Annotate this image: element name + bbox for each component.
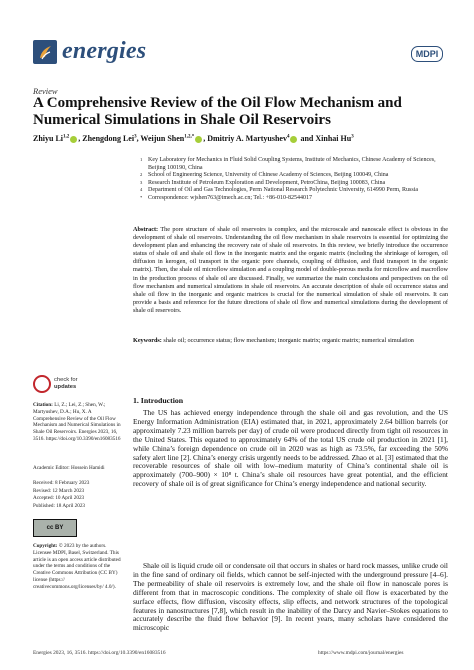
keywords (133, 337, 448, 345)
correspondence-text[interactable]: Correspondence: wjshen763@imech.ac.cn; Tel.: +86-010-82544017 (148, 194, 313, 201)
author-name[interactable]: Zhengdong Lei (82, 134, 135, 143)
citation-block (33, 402, 123, 443)
affiliation-item (140, 172, 450, 180)
check-for-updates-button[interactable] (54, 377, 78, 391)
footer-journal-link[interactable]: https://www.mdpi.com/journal/energies (318, 650, 404, 656)
cc-by-license-badge[interactable]: cc BY (33, 519, 77, 537)
revised-date: Revised: 12 March 2023 (33, 487, 85, 494)
article-type: Review (33, 86, 58, 96)
affiliation-item (140, 157, 450, 172)
affiliation-text: Key Laboratory for Mechanics in Fluid Solid Coupling Systems, Institute of Mechanics, Chinese Academy of Sciences, Beijing 100190, China (148, 157, 436, 171)
keywords-label: Keywords: (133, 337, 162, 344)
journal-name[interactable]: energies (62, 38, 147, 64)
check-updates-line1: check for (54, 377, 78, 383)
orcid-icon[interactable] (290, 136, 297, 143)
author-name[interactable]: Zhiyu Li (33, 134, 64, 143)
author-name[interactable]: Weijun Shen (140, 134, 185, 143)
section-heading-introduction: 1. Introduction (133, 396, 184, 405)
affiliation-text: Department of Oil and Gas Technologies, Perm National Research Polytechnic University, 614990 Perm, Russia (148, 187, 419, 194)
affiliation-item (140, 187, 450, 195)
affiliations (140, 157, 450, 203)
academic-editor: Academic Editor: Hossein Hamidi (33, 465, 105, 471)
footer-citation[interactable]: Energies 2023, 16, 3516. https://doi.org/10.3390/en16083516 (33, 650, 166, 656)
published-date: Published: 18 April 2023 (33, 502, 86, 509)
affiliation-text: School of Engineering Science, University of Chinese Academy of Sciences, Beijing 100049, China (148, 172, 389, 179)
affiliation-number: 3 (140, 179, 143, 185)
copyright-text: © 2023 by the authors. Licensee MDPI, Basel, Switzerland. This article is an open access article distributed under the terms and conditions of the Creative Commons Attribution (CC BY) license (https:// creativecommons.org/licenses/by/ 4.0/). (33, 543, 121, 590)
affiliation-number: 4 (140, 187, 143, 193)
author-list: Zhiyu Li$^{1,2}$ , Zhengdong Lei$^3$, Weijun Shen$^{1,2,*}$ , Dmitriy A. Martyushev$^4$ and Xinhai Hu$^3$ (33, 134, 354, 143)
abstract (133, 226, 448, 315)
abstract-label: Abstract: (133, 226, 159, 233)
accepted-date: Accepted: 10 April 2023 (33, 495, 85, 502)
orcid-icon[interactable] (70, 136, 77, 143)
author-sup: 1,2,* (184, 134, 195, 140)
received-date: Received: 8 February 2023 (33, 480, 90, 486)
author-name[interactable]: Xinhai Hu (315, 134, 352, 143)
citation-text[interactable]: Li, Z.; Lei, Z.; Shen, W.; Martyushev, D.A.; Hu, X. A Comprehensive Review of the Oil Flow Mechanism and Numerical Simulations in Shale Oil Reservoirs. Energies 2023, 16, 3516. https://doi.org/10.3390/en16083516 (33, 402, 121, 442)
mdpi-logo[interactable]: MDPI (411, 46, 443, 62)
abstract-text: The pore structure of shale oil reservoirs is complex, and the microscale and nanoscale effect is obvious in the development of shale oil reservoirs. Understanding the oil flow mechanism in shale reservoirs is essential for optimizing the development plan and enhancing the recovery rate of shale oil reservoirs. In this review, we briefly introduce the occurrence status of shale oil and shale oil flow in the inorganic matrix and the organic matrix (including the shrinkage of kerogen, oil diffusion in kerogen, oil transport in the organic pore channels, coupling of diffusion, and fluid transport in the organic matrix). Then, the shale oil microflow simulation and a coupling model of double-porous media for microflow and macroflow in the production process of shale oil are discussed. Finally, we summarize the main conclusions and perspectives on the oil flow mechanism and numerical simulations in shale oil reservoirs. An accurate description of shale oil occurrence status and shale oil flow in the inorganic and organic matrices is crucial for the numerical simulation of shale oil reservoirs. It can provide a basis and reference for the future directions of shale oil flow and numerical simulations during the development of shale oil reservoirs. (133, 226, 449, 314)
keywords-text: shale oil; occurrence status; flow mechanism; inorganic matrix; organic matrix; numerical simulation (163, 337, 414, 344)
author-sup: 1,2 (63, 134, 70, 140)
citation-label: Citation: (33, 402, 53, 408)
affiliation-number: 2 (140, 172, 143, 178)
orcid-icon[interactable] (195, 136, 202, 143)
publication-dates (33, 480, 123, 510)
author-sup: 3 (351, 134, 354, 140)
author-name[interactable]: Dmitriy A. Martyushev (207, 134, 287, 143)
check-for-updates-icon[interactable] (33, 375, 51, 393)
affiliation-number: * (140, 194, 143, 200)
intro-paragraph-1: The US has achieved energy independence through the shale oil and gas revolution, and the US Energy Information Administration (EIA) estimated that, in 2021, approximately 2.64 billion barrels (or approximately 7.23 million barrels per day) of crude oil were produced directly from tight oil resources in the United States. This equated to approximately 64% of the total US crude oil production in 2021 [1], while China’s foreign dependence on crude oil in 2020 was as high as 73.5%, far exceeding the 50% safety alert line [2]. China’s energy crisis urgently needs to be addressed. Zhao et al. [3] estimated that the recoverable resources of shale oil with low–medium maturity of China’s continental shale oil is approximately (700–900) × 10⁸ t. China’s shale oil resources have great potential, and the efficient recovery of shale oil is of great significance for China’s energy independence and national security. (133, 408, 448, 489)
author-sup: 3 (134, 134, 137, 140)
affiliation-number: 1 (140, 157, 143, 162)
correspondence (140, 195, 450, 203)
journal-logo-icon (33, 40, 57, 64)
article-title: A Comprehensive Review of the Oil Flow Mechanism and Numerical Simulations in Shale Oil Reservoirs (33, 95, 402, 128)
check-updates-line2: updates (54, 384, 77, 390)
author-sup: 4 (286, 134, 290, 140)
intro-paragraph-2: Shale oil is liquid crude oil or condensate oil that occurs in shales or hard rock masses, unlike crude oil in the fine sand of ordinary oil fields, which cannot be self-injected with the underground pressure [4–6]. The permeability of shale oil reservoirs is extremely low, and the shale oil flow in nanoscale pores is different from that in macroscopic conditions. The complexity of shale oil flow is exacerbated by the surface effects, flow diffusion, viscosity effects, slip effects, and network structures of the topological features in nanostructures [7,8], which result in the inability of the Darcy and Navier–Stokes equations to accurately describe the fluid flow behavior [9]. In recent years, many scholars have considered the microscopic (133, 561, 448, 633)
copyright-label: Copyright: (33, 543, 58, 549)
copyright-block (33, 543, 123, 591)
affiliation-text: Research Institute of Petroleum Exploration and Development, PetroChina, Beijing 100083, China (148, 179, 386, 186)
